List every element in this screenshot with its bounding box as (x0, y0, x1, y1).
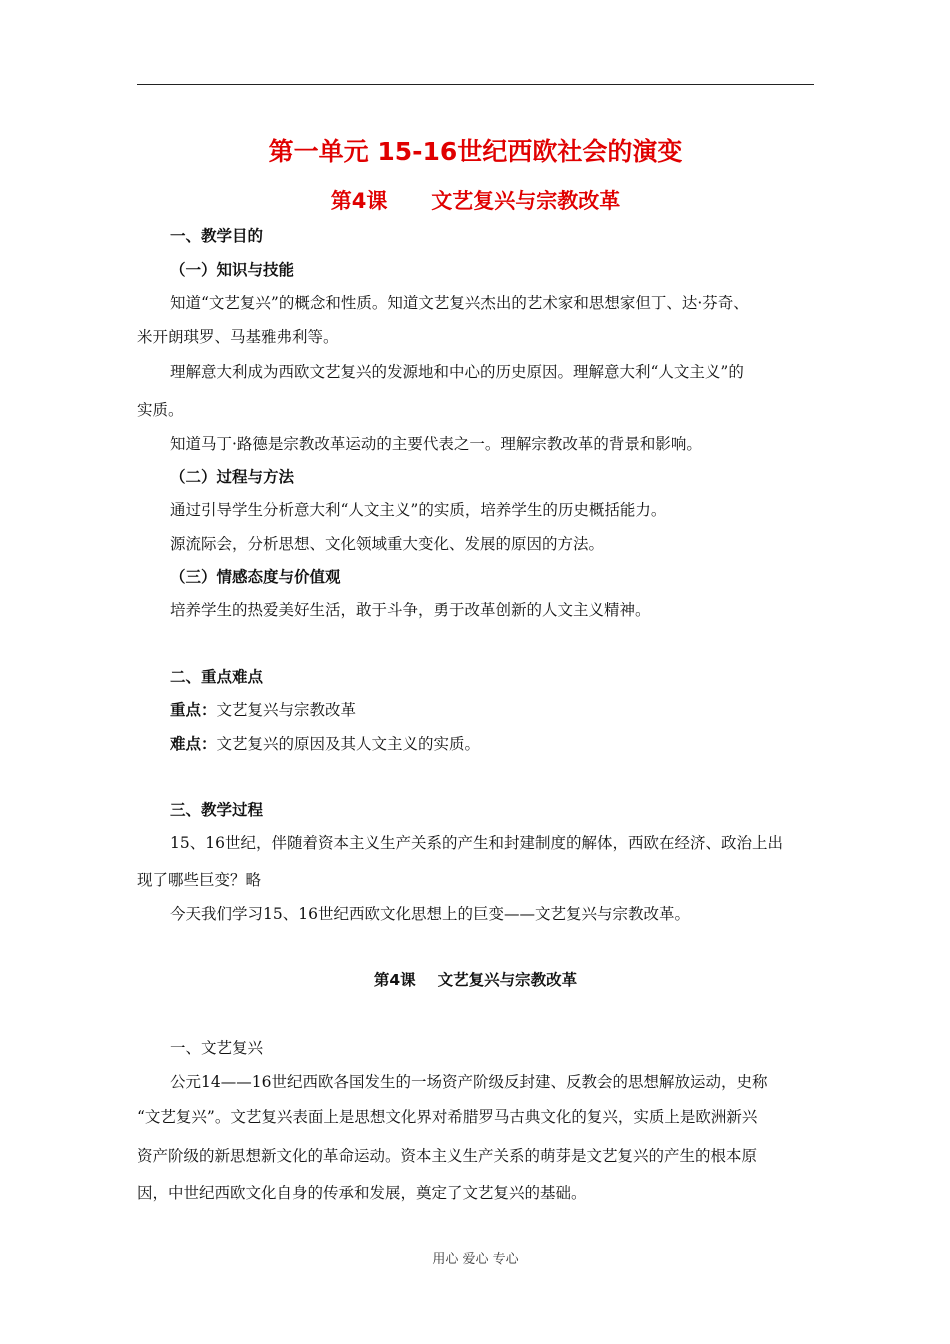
paragraph-line: 培养学生的热爱美好生活，敢于斗争，勇于改革创新的人文主义精神。 (170, 601, 651, 619)
paragraph-line: 资产阶级的新思想新文化的革命运动。资本主义生产关系的萌芽是文艺复兴的产生的根本原 (137, 1147, 758, 1165)
part-heading: 一、文艺复兴 (170, 1039, 264, 1057)
page-footer: 用心 爱心 专心 (432, 1252, 519, 1267)
paragraph-line: 源流际会，分析思想、文化领域重大变化、发展的原因的方法。 (170, 535, 605, 553)
paragraph-line: 米开朗琪罗、马基雅弗利等。 (137, 328, 339, 346)
paragraph-line: 公元14——16世纪西欧各国发生的一场资产阶级反封建、反教会的思想解放运动，史称 (170, 1073, 768, 1091)
paragraph-line: 知道马丁·路德是宗教改革运动的主要代表之一。理解宗教改革的背景和影响。 (170, 435, 702, 453)
paragraph-line: 现了哪些巨变？略 (137, 871, 262, 889)
paragraph-line: 因，中世纪西欧文化自身的传承和发展，奠定了文艺复兴的基础。 (137, 1184, 587, 1202)
lesson-subtitle-name: 文艺复兴与宗教改革 (437, 971, 578, 989)
subheading-process: （二）过程与方法 (170, 468, 295, 486)
subheading-attitude: （三）情感态度与价值观 (170, 568, 341, 586)
difficult-point-text: 文艺复兴的原因及其人文主义的实质。 (216, 735, 481, 753)
paragraph-line: 实质。 (137, 401, 184, 419)
difficult-point-label: 难点： (170, 735, 217, 753)
paragraph-line: 理解意大利成为西欧文艺复兴的发源地和中心的历史原因。理解意大利“人文主义”的 (170, 363, 744, 381)
key-point (170, 700, 356, 720)
difficult-point (170, 734, 480, 754)
section3-heading: 三、教学过程 (170, 801, 264, 819)
lesson-subtitle (137, 970, 814, 990)
subheading-knowledge: （一）知识与技能 (170, 261, 295, 279)
paragraph-line: 通过引导学生分析意大利“人文主义”的实质，培养学生的历史概括能力。 (170, 501, 667, 519)
paragraph-line: “文艺复兴”。文艺复兴表面上是思想文化界对希腊罗马古典文化的复兴，实质上是欧洲新兴 (137, 1108, 758, 1126)
paragraph-line: 今天我们学习15、16世纪西欧文化思想上的巨变——文艺复兴与宗教改革。 (170, 905, 690, 923)
key-point-label: 重点： (170, 701, 217, 719)
unit-title: 第一单元 15-16世纪西欧社会的演变 (268, 137, 683, 166)
lesson-subtitle-number: 第4课 (373, 971, 416, 989)
section1-heading: 一、教学目的 (170, 227, 264, 245)
section2-heading: 二、重点难点 (170, 668, 264, 686)
header-rule (137, 84, 814, 85)
key-point-text: 文艺复兴与宗教改革 (216, 701, 357, 719)
paragraph-line: 知道“文艺复兴”的概念和性质。知道文艺复兴杰出的艺术家和思想家但丁、达·芬奇、 (170, 294, 749, 312)
lesson-title: 第4课 文艺复兴与宗教改革 (330, 189, 621, 213)
paragraph-line: 15、16世纪，伴随着资本主义生产关系的产生和封建制度的解体，西欧在经济、政治上出 (170, 834, 783, 852)
